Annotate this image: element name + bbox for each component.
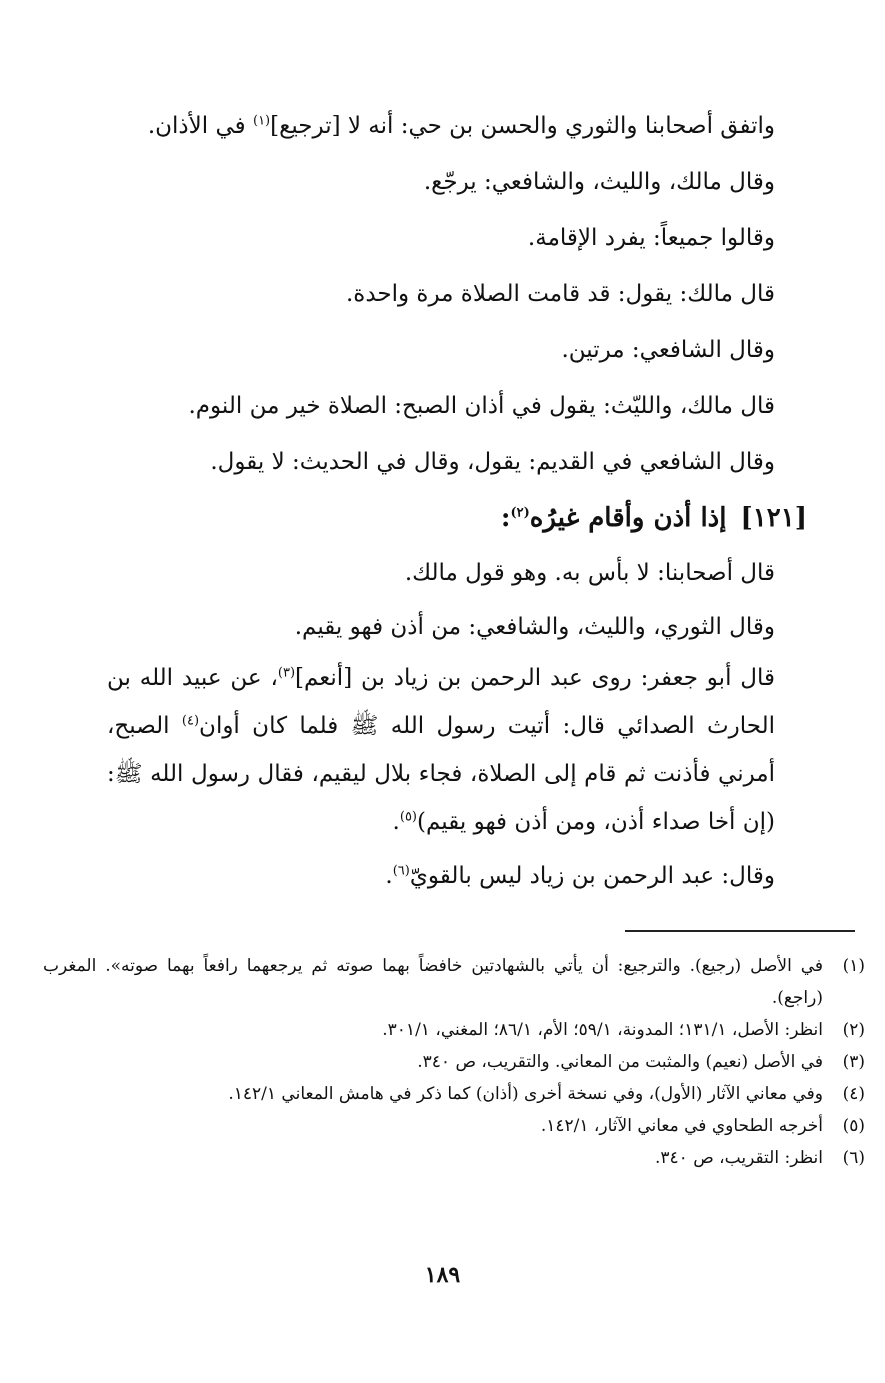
paragraph-iqama — [107, 210, 807, 266]
footnote-text: أخرجه الطحاوي في معاني الآثار، ١٤٢/١. — [540, 1116, 823, 1136]
footnote-ref: (١) — [252, 113, 271, 129]
paragraph-text: وقال مالك، والليث، والشافعي: يرجّع. — [423, 169, 775, 195]
paragraph-text: . — [385, 863, 393, 889]
paragraph-text: ، عن عبيد الله بن الحارث الصدائي قال: أتيت رسول الله ﷺ فلما كان أوان — [107, 665, 775, 739]
footnote-text: انظر: الأصل، ١٣١/١؛ المدونة، ٥٩/١؛ الأم، ٨٦/١؛ المغني، ٣٠١/١. — [382, 1020, 823, 1040]
paragraph-shafii-old-new — [107, 434, 807, 490]
page-number: ١٨٩ — [424, 1262, 461, 1288]
paragraph-text: قال أبو جعفر: روى عبد الرحمن بن زياد بن [أنعم] — [295, 665, 775, 691]
section-number: [١٢١] — [740, 503, 807, 533]
footnote-item — [43, 1110, 865, 1142]
footnote-text: وفي معاني الآثار (الأول)، وفي نسخة أخرى (أذان) كما ذكر في هامش المعاني ١٤٢/١. — [228, 1084, 823, 1104]
paragraph-text: وقال: عبد الرحمن بن زياد ليس بالقويّ — [409, 863, 775, 889]
paragraph-fajr-adhan — [107, 378, 807, 434]
paragraph-text: وقال الثوري، والليث، والشافعي: من أذن فهو يقيم. — [294, 614, 775, 640]
footnote-ref: (٢) — [510, 505, 530, 521]
paragraph-text: الصبح، أمرني فأذنت ثم قام إلى الصلاة، فجاء بلال ليقيم، فقال رسول الله ﷺ: (إن أخا صداء أذن، ومن أذن فهو يقيم) — [107, 713, 775, 835]
paragraph-our-companions — [107, 546, 807, 600]
paragraph-text: في الأذان. — [147, 113, 253, 139]
paragraph-text: . — [392, 809, 400, 835]
paragraph-text: واتفق أصحابنا والثوري والحسن بن حي: أنه لا [ترجيع] — [270, 113, 775, 139]
footnote-item — [43, 1046, 865, 1078]
footnote-number: (٣) — [842, 1052, 865, 1072]
paragraph-malik-qad-qamat — [107, 266, 807, 322]
paragraph-text: وقالوا جميعاً: يفرد الإقامة. — [527, 225, 775, 251]
paragraph-hadith — [107, 654, 807, 846]
section-colon: : — [500, 503, 511, 533]
section-title: إذا أذن وأقام غيرُه — [529, 503, 727, 533]
footnote-number: (٥) — [842, 1116, 865, 1136]
footnote-text: في الأصل (نعيم) والمثبت من المعاني. والتقريب، ص ٣٤٠. — [417, 1052, 823, 1072]
paragraph-text: قال أصحابنا: لا بأس به. وهو قول مالك. — [404, 560, 775, 586]
footnote-divider — [625, 930, 855, 932]
paragraph-malik-tarjee — [107, 154, 807, 210]
footnote-item — [43, 1078, 865, 1110]
paragraph-text: وقال الشافعي: مرتين. — [561, 337, 775, 363]
footnote-number: (٤) — [842, 1084, 865, 1104]
footnote-number: (٦) — [842, 1148, 865, 1168]
footnote-number: (١) — [842, 956, 865, 976]
paragraph-text: وقال الشافعي في القديم: يقول، وقال في الحديث: لا يقول. — [210, 449, 775, 475]
footnote-ref: (٦) — [392, 863, 410, 879]
footnote-ref: (٥) — [399, 809, 417, 825]
paragraph-thawri — [107, 600, 807, 654]
footnote-number: (٢) — [842, 1020, 865, 1040]
footnote-text: في الأصل (رجيع). والترجيع: أن يأتي بالشهادتين خافضاً بهما صوته ثم يرجعهما رافعاً بهما صوته». المغرب (راجع). — [43, 956, 823, 1008]
footnote-ref: (٤) — [181, 713, 200, 729]
paragraph-text: قال مالك: يقول: قد قامت الصلاة مرة واحدة. — [345, 281, 775, 307]
footnote-text: انظر: التقريب، ص ٣٤٠. — [654, 1148, 823, 1168]
section-heading — [107, 490, 807, 546]
paragraph-adhan-agreement — [107, 98, 807, 154]
footnotes-list — [43, 950, 865, 1174]
paragraph-ibn-ziyad — [107, 848, 807, 904]
paragraph-shafii-twice — [107, 322, 807, 378]
paragraph-text: قال مالك، والليّث: يقول في أذان الصبح: الصلاة خير من النوم. — [188, 393, 775, 419]
footnote-item — [43, 1014, 865, 1046]
footnote-item — [43, 1142, 865, 1174]
main-text — [107, 98, 807, 904]
footnote-item — [43, 950, 865, 1014]
footnote-ref: (٣) — [277, 665, 296, 681]
